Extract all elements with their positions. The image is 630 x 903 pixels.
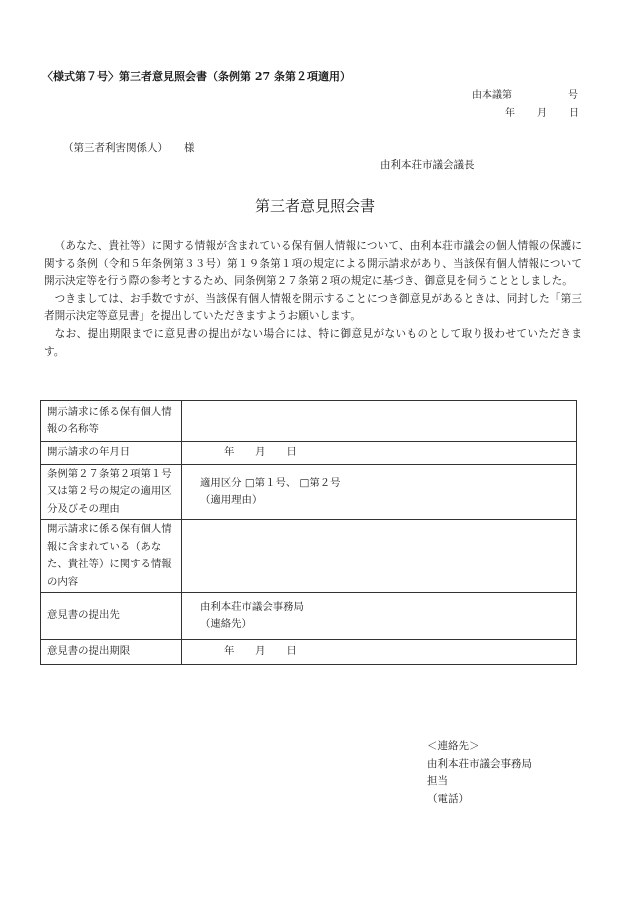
table-row-label: 意見書の提出期限: [41, 640, 182, 665]
table-row: [41, 593, 577, 640]
body-paragraph: なお、提出期限までに意見書の提出がない場合には、特に御意見がないものとして取り扱わせていただきます。: [44, 327, 582, 358]
contact-person: 担当: [427, 775, 448, 787]
contact-heading: ＜連絡先＞: [427, 740, 480, 752]
table-row-value: [182, 593, 577, 640]
table-row-label: 開示請求に係る保有個人情報に含まれている（あなた、貴社等）に関する情報の内容: [41, 520, 182, 593]
issue-date-year: 年: [505, 108, 515, 119]
table-row-label: 条例第２７条第２項第１号又は第２号の規定の適用区分及びその理由: [41, 465, 182, 520]
table-row-value: [182, 465, 577, 520]
submission-contact-label: （連絡先）: [200, 618, 252, 630]
inquiry-details-table: [40, 400, 577, 665]
table-row: [41, 520, 577, 593]
table-row-value: [182, 520, 577, 593]
contact-office: 由利本荘市議会事務局: [427, 757, 532, 770]
table-row: [41, 640, 577, 665]
body-text: [44, 238, 582, 361]
body-paragraph: （あなた、貴社等）に関する情報が含まれている保有個人情報について、由利本荘市議会の個人情報の保護に関する条例（令和５年条例第３３号）第１９条第１項の規定による開示請求があり、当該保有個人情報について開示決定等を行う際の参考とするため、同条例第２７条第２項の規定に基づき、御意見を伺うこととしました。: [44, 240, 582, 288]
applicable-category: 適用区分 □第１号、 □第２号: [200, 476, 341, 489]
table-row: [41, 401, 577, 442]
issue-date-month: 月: [537, 108, 547, 119]
addressee: [63, 140, 195, 155]
addressee-name: （第三者利害関係人）: [63, 142, 168, 154]
table-row: [41, 442, 577, 465]
submission-office: 由利本荘市議会事務局: [200, 600, 304, 613]
reference-prefix: 由本議第: [472, 90, 512, 101]
table-row-value: [182, 640, 577, 665]
table-row-value: [182, 401, 577, 442]
deadline-value: 年 月 日: [224, 645, 297, 658]
request-date-value: 年 月 日: [224, 446, 297, 459]
table-row: [41, 465, 577, 520]
issue-date: [505, 104, 579, 119]
contact-phone: （電話）: [427, 792, 469, 805]
applicable-reason-label: （適用理由）: [200, 494, 263, 506]
document-title: 第三者意見照会書: [254, 197, 375, 215]
table-row-label: 開示請求に係る保有個人情報の名称等: [41, 401, 182, 442]
table-row-label: 開示請求の年月日: [41, 442, 182, 465]
contact-block: [427, 738, 532, 808]
reference-number: [472, 86, 578, 101]
sender: 由利本荘市議会議長: [380, 159, 475, 171]
reference-suffix: 号: [568, 90, 578, 101]
body-paragraph: つきましては、お手数ですが、当該保有個人情報を開示することにつき御意見があるときは、同封した「第三者開示決定等意見書」を提出していただきますようお願いします。: [44, 292, 582, 323]
form-number-heading: 〈様式第７号〉第三者意見照会書（条例第 27 条第２項適用）: [42, 70, 351, 83]
addressee-honorific: 様: [184, 142, 195, 154]
table-row-value: [182, 442, 577, 465]
issue-date-day: 日: [569, 108, 579, 119]
table-row-label: 意見書の提出先: [41, 593, 182, 640]
